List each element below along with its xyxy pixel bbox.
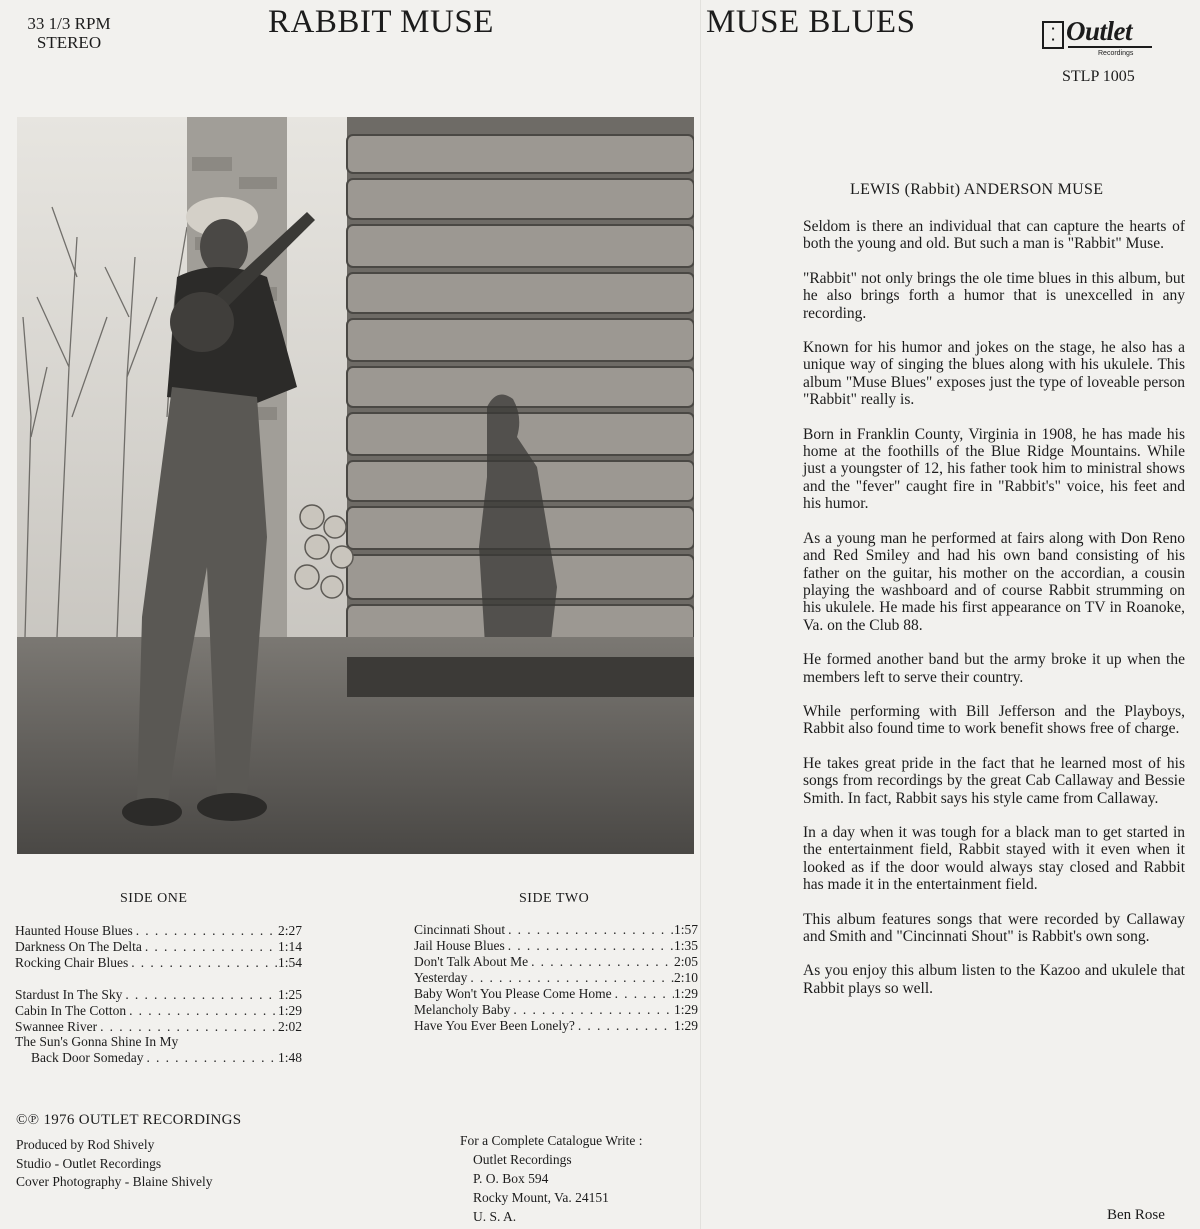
track-leader — [575, 1018, 674, 1034]
logo-wordmark: Outlet — [1066, 16, 1133, 46]
logo-underline — [1068, 46, 1152, 48]
track-row — [414, 986, 698, 1002]
track-title: Rocking Chair Blues — [15, 955, 129, 970]
track-title: Cabin In The Cotton — [15, 1003, 127, 1018]
cover-photo — [17, 117, 694, 854]
track-leader — [510, 1002, 674, 1018]
track-title: Yesterday — [414, 970, 468, 985]
track-time: 1:29 — [673, 1018, 698, 1033]
liner-paragraph: While performing with Bill Jefferson and the Playboys, Rabbit also found time to work benefit shows free of charge. — [803, 702, 1185, 738]
track-time: 1:48 — [277, 1050, 302, 1065]
track-leader — [126, 1003, 278, 1019]
track-time: 2:05 — [673, 954, 698, 969]
logo-emblem-icon: ▪ ▪ — [1042, 21, 1064, 49]
track-row — [15, 1019, 302, 1035]
track-time: 2:02 — [277, 1019, 302, 1034]
side-one-title: SIDE ONE — [120, 891, 188, 906]
liner-paragraph: Known for his humor and jokes on the stage, he also has a unique way of singing the blues along with his ukulele. This album "Muse Blues" exposes just the type of loveable person "Rabbit" really is. — [803, 339, 1185, 409]
track-title: Don't Talk About Me — [414, 954, 529, 969]
logo-subtext: Recordings — [1098, 50, 1134, 57]
speed-format-label — [14, 14, 124, 52]
credit-line: Produced by Rod Shively — [16, 1137, 155, 1152]
track-row — [31, 1050, 302, 1066]
track-row — [15, 987, 302, 1003]
track-leader — [612, 986, 674, 1002]
track-leader — [528, 954, 674, 970]
track-leader — [97, 1019, 278, 1035]
track-leader — [467, 970, 674, 986]
track-leader — [142, 939, 278, 955]
liner-paragraph: This album features songs that were recorded by Callaway and Smith and "Cincinnati Shout" is Rabbit's own song. — [803, 910, 1185, 945]
side-two-title: SIDE TWO — [519, 891, 590, 906]
cover-photo-illustration — [17, 117, 694, 854]
liner-paragraph: As a young man he performed at fairs along with Don Reno and Red Smiley and had his own band consisting of his father on the guitar, his mother on the accordian, a cousin playing the washboard and of course Rabbit strumming on his ukulele. He made his first appearance on TV in Roanoke, Va. on the Club 88. — [803, 529, 1185, 634]
track-time: 1:54 — [277, 955, 302, 970]
liner-paragraph: He takes great pride in the fact that he learned most of his songs from recordings by the great Cab Callaway and Bessie Smith. In fact, Rabbit says his style came from Callaway. — [803, 754, 1185, 807]
track-row — [414, 938, 698, 954]
artist-name: RABBIT MUSE — [268, 4, 494, 40]
track-row — [414, 970, 698, 986]
track-title: Back Door Someday — [31, 1050, 144, 1065]
track-time: 1:29 — [673, 1002, 698, 1017]
track-row — [414, 922, 698, 938]
track-row — [15, 1003, 302, 1019]
address-line: Outlet Recordings — [473, 1152, 572, 1167]
track-leader — [143, 1050, 278, 1066]
track-time: 1:25 — [277, 987, 302, 1002]
address-line: U. S. A. — [473, 1209, 517, 1224]
track-leader — [505, 922, 674, 938]
track-row — [15, 955, 302, 971]
track-time: 1:14 — [277, 939, 302, 954]
track-row — [15, 939, 302, 955]
liner-notes-title: LEWIS (Rabbit) ANDERSON MUSE — [850, 181, 1104, 198]
credit-line: Studio - Outlet Recordings — [16, 1156, 162, 1171]
liner-notes-signature: Ben Rose — [1107, 1207, 1165, 1223]
track-time: 1:29 — [277, 1003, 302, 1018]
track-row — [414, 1018, 698, 1034]
track-title: Stardust In The Sky — [15, 987, 123, 1002]
address-line: P. O. Box 594 — [473, 1171, 549, 1186]
track-leader — [128, 955, 278, 971]
track-time: 1:29 — [673, 986, 698, 1001]
format-label: STEREO — [36, 33, 102, 52]
liner-paragraph: "Rabbit" not only brings the ole time blues in this album, but he also brings forth a humor that is unexcelled in any recording. — [803, 269, 1185, 322]
track-time: 1:57 — [673, 922, 698, 937]
catalog-number: STLP 1005 — [1062, 68, 1135, 85]
liner-paragraph: In a day when it was tough for a black man to get started in the entertainment field, Rabbit stayed with it even when it looked as if the door would always stay closed and Rabbit has made it in the entertainment field. — [803, 823, 1185, 894]
track-title: Have You Ever Been Lonely? — [414, 1018, 575, 1033]
liner-notes-body — [803, 218, 1185, 1014]
track-leader — [122, 987, 278, 1003]
track-leader — [133, 923, 278, 939]
liner-paragraph: As you enjoy this album listen to the Kazoo and ukulele that Rabbit plays so well. — [803, 962, 1185, 997]
credit-line: Cover Photography - Blaine Shively — [16, 1174, 213, 1189]
track-title: Cincinnati Shout — [414, 922, 506, 937]
track-time: 2:10 — [673, 970, 698, 985]
track-title: Haunted House Blues — [15, 923, 133, 938]
sleeve-fold — [700, 0, 701, 1229]
track-time: 2:27 — [277, 923, 302, 938]
track-leader — [505, 938, 674, 954]
liner-paragraph: He formed another band but the army broke it up when the members left to serve their country. — [803, 651, 1185, 686]
track-title: Swannee River — [15, 1019, 98, 1034]
track-title: Melancholy Baby — [414, 1002, 511, 1017]
liner-paragraph: Born in Franklin County, Virginia in 1908, he has made his home at the foothills of the Blue Ridge Mountains. While just a youngster of 12, his father took him to ministral shows and the "fever" caught fire in "Rabbit's" voice, his feet and his humor. — [803, 425, 1185, 513]
speed-label: 33 1/3 RPM — [27, 14, 111, 33]
track-row — [414, 954, 698, 970]
liner-paragraph: Seldom is there an individual that can capture the hearts of both the young and old. But such a man is "Rabbit" Muse. — [803, 218, 1185, 253]
catalogue-heading: For a Complete Catalogue Write : — [460, 1133, 643, 1148]
track-title: Jail House Blues — [414, 938, 505, 953]
track-time: 1:35 — [673, 938, 698, 953]
track-row — [414, 1002, 698, 1018]
outlet-logo — [1040, 18, 1155, 62]
address-line: Rocky Mount, Va. 24151 — [473, 1190, 609, 1205]
track-title: Darkness On The Delta — [15, 939, 142, 954]
track-title-continued: The Sun's Gonna Shine In My — [15, 1034, 179, 1049]
track-row — [15, 923, 302, 939]
copyright-notice: ©℗ 1976 OUTLET RECORDINGS — [16, 1112, 242, 1128]
album-title: MUSE BLUES — [706, 4, 916, 40]
track-title: Baby Won't You Please Come Home — [414, 986, 612, 1001]
